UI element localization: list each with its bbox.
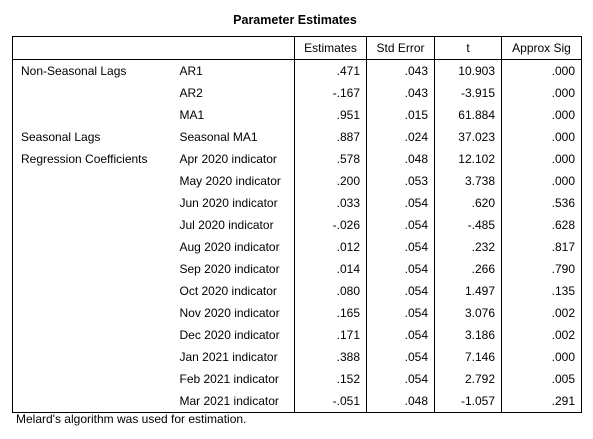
std-error-cell: .054 [367,302,435,324]
t-value-cell: 37.023 [435,126,502,148]
estimate-cell: -.051 [295,390,367,413]
table-row [13,346,582,368]
estimate-cell: .951 [295,104,367,126]
approx-sig-cell: .000 [502,170,582,192]
row-group-label [13,324,172,346]
row-group-label [13,214,172,236]
t-value-cell: 3.076 [435,302,502,324]
row-group-label: Non-Seasonal Lags [13,60,172,83]
std-error-cell: .043 [367,82,435,104]
t-value-cell: -1.057 [435,390,502,413]
corner-header-cell [13,37,295,60]
estimate-cell: -.026 [295,214,367,236]
estimate-cell: .578 [295,148,367,170]
row-parameter-label: Feb 2021 indicator [172,368,295,390]
row-group-label [13,170,172,192]
estimate-cell: .033 [295,192,367,214]
table-row [13,82,582,104]
table-row [13,258,582,280]
header-row [13,37,582,60]
row-group-label [13,236,172,258]
table-title: Parameter Estimates [233,13,357,27]
estimate-cell: .014 [295,258,367,280]
footnote: Melard's algorithm was used for estimation. [16,412,247,426]
approx-sig-cell: .628 [502,214,582,236]
table-row [13,170,582,192]
std-error-cell: .054 [367,368,435,390]
t-value-cell: 61.884 [435,104,502,126]
approx-sig-cell: .000 [502,148,582,170]
t-value-cell: 3.738 [435,170,502,192]
row-parameter-label: Apr 2020 indicator [172,148,295,170]
row-group-label: Seasonal Lags [13,126,172,148]
parameter-estimates-table [12,36,582,413]
row-parameter-label: AR2 [172,82,295,104]
t-value-cell: 2.792 [435,368,502,390]
estimate-cell: .200 [295,170,367,192]
column-header-estimates: Estimates [295,37,367,60]
t-value-cell: .232 [435,236,502,258]
row-parameter-label: Jun 2020 indicator [172,192,295,214]
row-group-label [13,192,172,214]
row-parameter-label: Jul 2020 indicator [172,214,295,236]
row-parameter-label: Dec 2020 indicator [172,324,295,346]
estimate-cell: .152 [295,368,367,390]
table-row [13,236,582,258]
table-row [13,324,582,346]
t-value-cell: 10.903 [435,60,502,83]
std-error-cell: .043 [367,60,435,83]
approx-sig-cell: .790 [502,258,582,280]
t-value-cell: .266 [435,258,502,280]
approx-sig-cell: .005 [502,368,582,390]
std-error-cell: .054 [367,236,435,258]
std-error-cell: .054 [367,214,435,236]
estimate-cell: .012 [295,236,367,258]
t-value-cell: 12.102 [435,148,502,170]
std-error-cell: .053 [367,170,435,192]
row-group-label [13,280,172,302]
column-header-t: t [435,37,502,60]
approx-sig-cell: .000 [502,82,582,104]
row-parameter-label: Nov 2020 indicator [172,302,295,324]
row-group-label [13,368,172,390]
row-group-label [13,82,172,104]
approx-sig-cell: .000 [502,126,582,148]
t-value-cell: .620 [435,192,502,214]
approx-sig-cell: .135 [502,280,582,302]
std-error-cell: .054 [367,258,435,280]
estimate-cell: .171 [295,324,367,346]
table-row [13,390,582,413]
std-error-cell: .054 [367,280,435,302]
estimate-cell: .080 [295,280,367,302]
t-value-cell: 3.186 [435,324,502,346]
row-parameter-label: May 2020 indicator [172,170,295,192]
row-group-label [13,258,172,280]
row-group-label [13,104,172,126]
row-parameter-label: Jan 2021 indicator [172,346,295,368]
table-row [13,192,582,214]
table-row [13,60,582,83]
table-row [13,302,582,324]
row-parameter-label: Sep 2020 indicator [172,258,295,280]
std-error-cell: .015 [367,104,435,126]
std-error-cell: .024 [367,126,435,148]
row-parameter-label: AR1 [172,60,295,83]
estimate-cell: -.167 [295,82,367,104]
estimate-cell: .388 [295,346,367,368]
approx-sig-cell: .002 [502,324,582,346]
approx-sig-cell: .817 [502,236,582,258]
approx-sig-cell: .291 [502,390,582,413]
row-group-label [13,346,172,368]
estimate-cell: .887 [295,126,367,148]
table-row [13,368,582,390]
row-parameter-label: Mar 2021 indicator [172,390,295,413]
table-row [13,104,582,126]
estimate-cell: .165 [295,302,367,324]
table-row [13,126,582,148]
approx-sig-cell: .002 [502,302,582,324]
approx-sig-cell: .000 [502,104,582,126]
std-error-cell: .054 [367,346,435,368]
table-row [13,214,582,236]
table-row [13,148,582,170]
estimate-cell: .471 [295,60,367,83]
t-value-cell: -.485 [435,214,502,236]
std-error-cell: .048 [367,390,435,413]
approx-sig-cell: .000 [502,60,582,83]
row-parameter-label: MA1 [172,104,295,126]
table-body [13,60,582,413]
row-group-label [13,302,172,324]
row-group-label: Regression Coefficients [13,148,172,170]
column-header-approx-sig: Approx Sig [502,37,582,60]
row-parameter-label: Seasonal MA1 [172,126,295,148]
approx-sig-cell: .536 [502,192,582,214]
t-value-cell: 7.146 [435,346,502,368]
column-header-std-error: Std Error [367,37,435,60]
row-parameter-label: Aug 2020 indicator [172,236,295,258]
approx-sig-cell: .000 [502,346,582,368]
std-error-cell: .054 [367,192,435,214]
t-value-cell: -3.915 [435,82,502,104]
t-value-cell: 1.497 [435,280,502,302]
std-error-cell: .054 [367,324,435,346]
std-error-cell: .048 [367,148,435,170]
table-row [13,280,582,302]
row-group-label [13,390,172,413]
row-parameter-label: Oct 2020 indicator [172,280,295,302]
